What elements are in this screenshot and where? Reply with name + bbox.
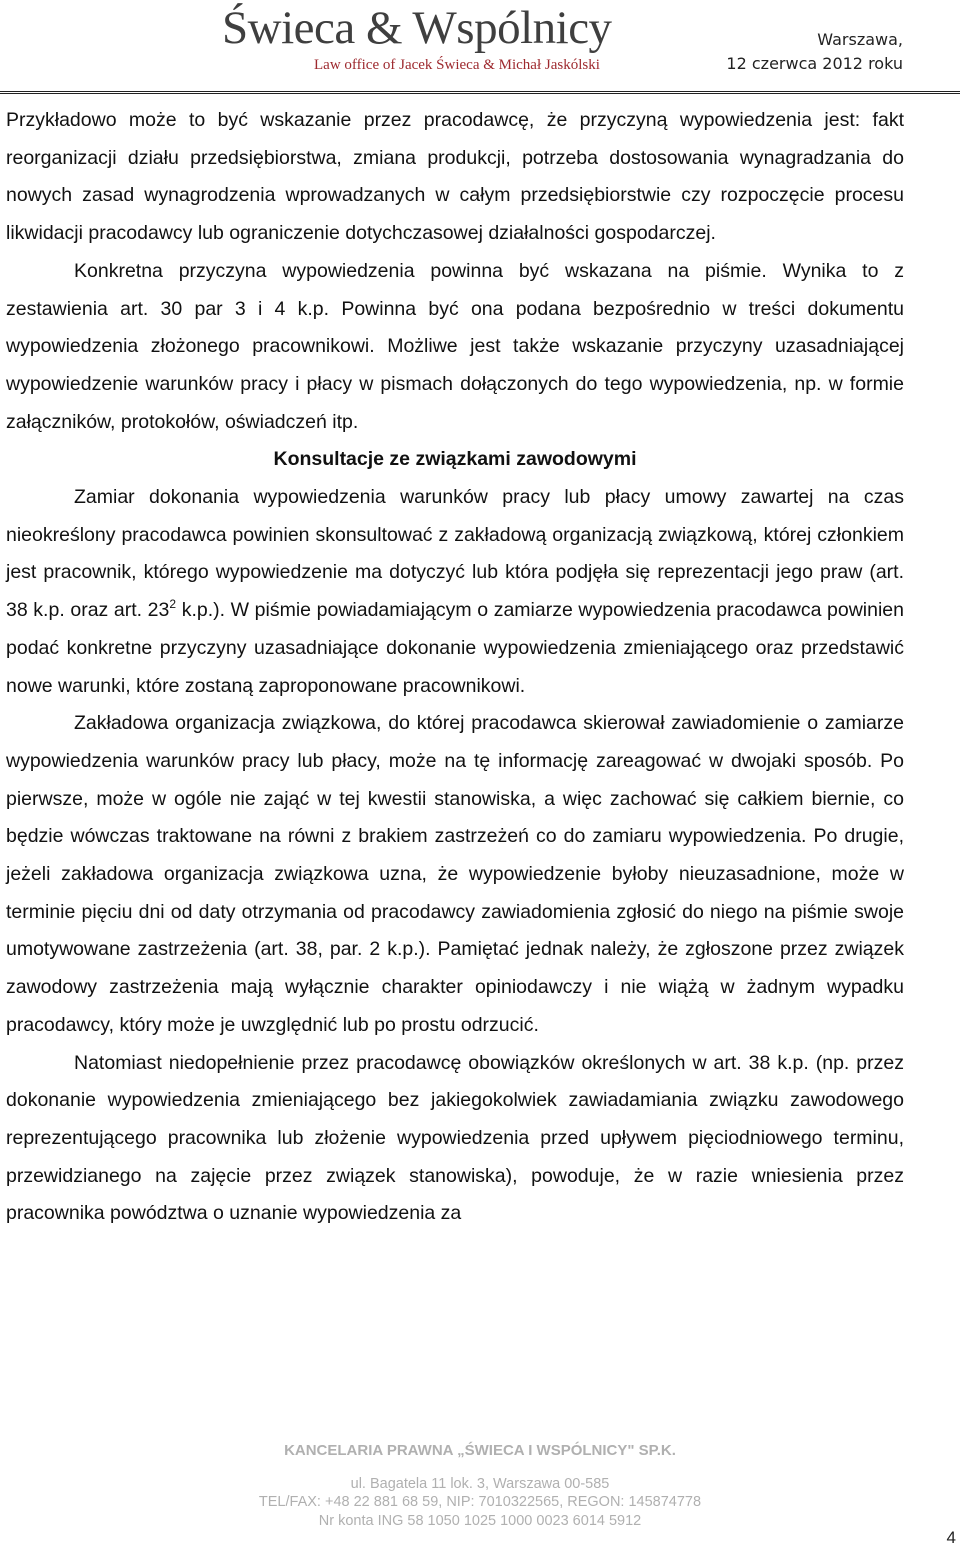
header-date-text: 12 czerwca 2012 roku: [726, 54, 903, 73]
paragraph-2: Konkretna przyczyna wypowiedzenia powinna być wskazana na piśmie. Wynika to z zestawienia art. 30 par 3 i 4 k.p. Powinna być ona podana bezpośrednio w treści dokumentu wypowiedzenia złożonego pracownikowi. Możliwe jest także wskazanie przyczyny uzasadniającej wypowiedzenie warunków pracy i płacy w pismach dołączonych do tego wypowiedzenia, np. w formie załączników, protokołów, oświadczeń itp.: [6, 259, 904, 433]
header-date: [726, 28, 903, 76]
logo-name: Świeca & Wspólnicy: [222, 2, 612, 54]
page-number: 4: [946, 1528, 956, 1547]
paragraph-1: Przykładowo może to być wskazanie przez pracodawcę, że przyczyną wypowiedzenia jest: fakt reorganizacji działu przedsiębiorstwa, zmiana produkcji, potrzeba dostosowania wynagradzania do nowych zasad wynagrodzenia wprowadzanych w całym przedsiębiorstwie czy rozpoczęcie procesu likwidacji pracodawcy lub ograniczenie dotychczasowej działalności gospodarczej.: [6, 109, 904, 245]
firm-logo: [222, 0, 702, 78]
footer-contact: TEL/FAX: +48 22 881 68 59, NIP: 7010322565, REGON: 145874778: [258, 1494, 702, 1510]
logo-subtitle: Law office of Jacek Świeca & Michał Jaskólski: [314, 57, 600, 73]
document-body: [6, 102, 904, 1233]
superscript: 2: [169, 597, 177, 612]
header-city: Warszawa,: [817, 30, 903, 49]
footer-bank: Nr konta ING 58 1050 1025 1000 0023 6014 5912: [318, 1513, 642, 1529]
section-heading: Konsultacje ze związkami zawodowymi: [273, 448, 637, 471]
paragraph-3-part-b: k.p.). W piśmie powiadamiającym o zamiarze wypowiedzenia pracodawca powinien podać konkretne przyczyny uzasadniające dokonanie wypowiedzenia zmieniającego oraz przedstawić nowe warunki, które zostaną zaproponowane pracownikowi.: [6, 599, 904, 697]
paragraph-3-part-a: Zamiar dokonania wypowiedzenia warunków pracy lub płacy umowy zawartej na czas nieokreślony pracodawca powinien skonsultować z zakładową organizacją związkową, której członkiem jest pracownik, którego wypowiedzenie ma dotyczyć lub która podjęła się reprezentacji jego praw (art. 38 k.p. oraz art. 23: [6, 486, 904, 622]
footer-address: ul. Bagatela 11 lok. 3, Warszawa 00-585: [350, 1476, 610, 1492]
paragraph-4: Zakładowa organizacja związkowa, do której pracodawca skierował zawiadomienie o zamiarze wypowiedzenia warunków pracy lub płacy, może na tę informację zareagować w dwojaki sposób. Po pierwsze, może w ogóle nie zająć w tej kwestii stanowiska, a więc zachować się całkiem biernie, co będzie wówczas traktowane na równi z brakiem zastrzeżeń co do zamiaru wypowiedzenia. Po drugie, jeżeli zakładowa organizacja związkowa uzna, że wypowiedzenie byłoby nieuzasadnione, może w terminie pięciu dni od daty otrzymania od pracodawcy zawiadomienia zgłosić do niego na piśmie swoje umotywowane zastrzeżenia (art. 38, par. 2 k.p.). Pamiętać jednak należy, że zgłoszone przez związek zawodowy zastrzeżenia mają wyłącznie charakter opiniodawczy i nie wiążą w żadnym wypadku pracodawcy, który może je uwzględnić lub po prostu odrzucić.: [6, 712, 904, 1036]
paragraph-3: [6, 479, 904, 705]
page-header: [0, 0, 960, 80]
footer-firm: KANCELARIA PRAWNA „ŚWIECA I WSPÓLNICY" SP.K.: [284, 1442, 676, 1459]
header-divider: [0, 91, 960, 94]
paragraph-5: Natomiast niedopełnienie przez pracodawcę obowiązków określonych w art. 38 k.p. (np. przez dokonanie wypowiedzenia zmieniającego bez jakiegokolwiek zawiadamiania związku zawodowego reprezentującego pracownika lub złożenie wypowiedzenia przed upływem pięciodniowego terminu, przewidzianego na zajęcie przez związek stanowiska), powoduje, że w razie wniesienia przez pracownika powództwa o uznanie wypowiedzenia za: [6, 1051, 904, 1225]
